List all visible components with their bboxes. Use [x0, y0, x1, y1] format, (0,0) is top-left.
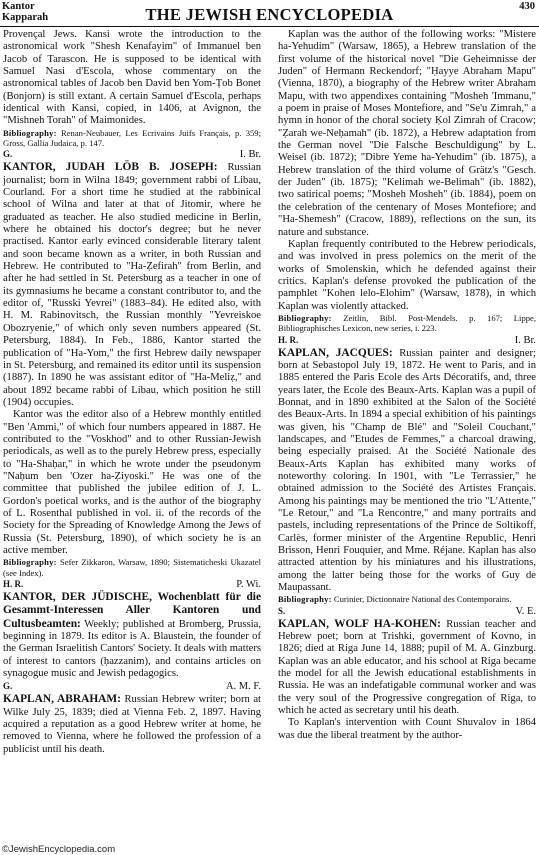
bibliography-label: Bibliography: — [3, 127, 57, 138]
page-number: 430 — [519, 1, 535, 12]
signature-initials: H. R. — [3, 578, 24, 589]
author-signature: A. M. F. — [225, 681, 261, 693]
bibliography — [278, 594, 536, 604]
bibliography-text: Curinier, Dictionnaire National des Contemporains. — [333, 594, 512, 605]
article-text: Russian journalist; born in Wilna 1849; government rabbi of Libau, Courland. For a short time he studied at the rabbinical school of Wilna and later at that of Jitomir, where he graduated as teacher. He also studied medicine in Berlin, where he obtained his doctor's degree; but he never practised. Kantor early evinced considerable literary talent and soon became known as a writer, in both Russian and Hebrew. He contributed to "Ha-Ẓefirah" from Berlin, and after he had settled in St. Petersburg as a teacher in one of its gymnasiums he became a constant contributor to, and the editor of, "Russki Yevrei" (1883–84). He edited also, with H. M. Rabinovitsch, the Russian monthly "Yevreiskoe Obozryenie," of which only seven numbers appeared (St. Petersburg, 1884). In Feb., 1886, Kantor started the publication of "Ha-Yom," the first Hebrew daily newspaper in St. Petersburg, and remained its editor until its suspension (1887). In 1890 he was assistant editor of "Ha-Meliẓ," and about 1892 became rabbi of Libau, which position he still (1904) occupies. — [3, 162, 261, 408]
bibliography-label: Bibliography: — [3, 557, 57, 568]
bibliography-text: Zeitlin, Bibl. Post-Mendels. p. 167; Lippe, Bibliographisches Lexicon, new series, i. 223. — [278, 312, 536, 334]
page-title: THE JEWISH ENCYCLOPEDIA — [145, 5, 394, 24]
signature-line — [278, 335, 536, 346]
author-signature: I. Br. — [239, 149, 261, 161]
header-last-word: Kapparah — [2, 12, 49, 23]
article-heading: KAPLAN, WOLF HA-KOHEN: — [278, 617, 441, 630]
article-text: Weekly; published at Bromberg, Prussia, beginning in 1879. Its editor is A. Blaustein, the founder of the German Israelitish Cantors' Society. It deals with matters of interest to cantors (ḥazzanim), and contains articles on synagogue music and Jewish pedagogics. — [3, 618, 261, 679]
article-heading: KANTOR, JUDAH LÖB B. JOSEPH: — [3, 161, 218, 174]
article-kantor-juedische — [3, 591, 261, 680]
paragraph: Kaplan was the author of the following works: "Mistere ha-Yehudim" (Warsaw, 1865), a Hebrew translation of the first volume of the historical novel "Die Geheimnisse der Juden" of Hermann Reckendorf; "Ḥayye Abraham Mapu" (Vienna, 1870), a biography of the Hebrew writer Abraham Mapu, with two appendixes containing "Mosheh 'Immanu," a poem in praise of Moses Montefiore, and "Se'u Zimrah," a hymn in honor of the choral society Ḳol Zimrah of Cracow; "Ẓarah we-Neḥamah" (ib. 1872), a Hebrew adaptation from the German novel "Die Falsche Beschuldigung" by L. Weisel (ib. 1872); "Dibre Yeme ha-Yehudim" (ib. 1875), a Hebrew translation of the third volume of Grätz's "Gesch. der Juden" (ib. 1875); "Kelimah we-Belimah" (ib. 1882), two satirical poems; "Mosheh Mosheh" (ib. 1884), poem on the celebration of the centenary of Moses Montefiore; and "Ha-Shemesh" (Cracow, 1889), reflections on the sun, its nature and substance. — [278, 29, 536, 238]
bibliography — [3, 128, 261, 149]
article-text: Russian teacher and Hebrew poet; born at Trishki, government of Kovno, in 1826; died at Riga June 14, 1888; pupil of M. A. Ginzburg. Kaplan was an able educator, and his school at Riga became the model for all the Jewish educational establishments in Russia. He was an indefatigable communal worker and was the very soul of the Progressive congregation of Riga, to which he acted as secretary until his death. — [278, 618, 536, 717]
signature-initials: G. — [3, 681, 13, 692]
right-column — [278, 29, 536, 742]
signature-line — [3, 149, 261, 160]
bibliography-text: Renan-Neubauer, Les Ecrivains Juifs Français, p. 359; Gross, Gallia Judaica, p. 147. — [3, 127, 261, 149]
copyright-footer: ©JewishEncyclopedia.com — [2, 844, 116, 855]
signature-initials: G. — [3, 149, 13, 160]
article-text: Russian Hebrew writer; born at Wilke July 25, 1839; died at Vienna Feb. 2, 1897. Having acquired a reputation as a good Hebrew writer at home, he removed to Vienna, where he followed the profession of a publicist until his death. — [3, 694, 261, 755]
bibliography-label: Bibliography: — [278, 594, 332, 605]
paragraph: To Kaplan's intervention with Count Shuvalov in 1864 was due the liberal treatment by the author- — [278, 717, 536, 741]
article-heading: KAPLAN, ABRAHAM: — [3, 693, 121, 706]
signature-initials: S. — [278, 605, 286, 616]
article-kantor-judah — [3, 161, 261, 409]
paragraph: Kantor was the editor also of a Hebrew monthly entitled "Ben 'Ammi," of which four numbers appeared in 1887. He contributed to the "Voskhod" and to other Russian-Jewish periodicals, as well as to the purely Hebrew press, especially to "Ha-Shaḥar," in which he wrote under the pseudonym "Naḥum ben 'Ozer ha-Ẓiyoski." He was one of the committee that published the jubilee edition of J. L. Gordon's poetical works, and is the author of the biography of L. Rosenthal published in vol. ii. of the records of the Society for the Spreading of Knowledge Among the Jews of Russia (St. Petersburg, 1890), of which society he is an active member. — [3, 409, 261, 556]
signature-line — [3, 579, 261, 590]
author-signature: V. E. — [515, 605, 536, 617]
left-column — [3, 29, 261, 756]
signature-initials: H. R. — [278, 334, 299, 345]
article-kaplan-wolf — [278, 618, 536, 718]
paragraph: Kaplan frequently contributed to the Hebrew periodicals, and was involved in press polemics on the merit of the works of Smolenskin, which he defended against their critics. Kaplan's defense provoked the publication of the pamphlet "Kohen lelo-Elohim" (Warsaw, 1878), in which Kaplan was violently attacked. — [278, 238, 536, 312]
bibliography — [278, 313, 536, 334]
bibliography-label: Bibliography: — [278, 312, 332, 323]
article-text: Russian painter and designer; born at Sebastopol July 19, 1872. He went to Paris, and in 1885 entered the Paris Ecole des Arts Décoratifs, and, three years later, the Ecole des Beaux-Arts. Kaplan was a pupil of Bonnat, and in 1890 exhibited at the Salon of the Société des Beaux-Arts. In 1894 a special exhibition of his paintings was given, his "Champ de Blé" and "Soleil Couchant," landscapes, and "Etudes de Femmes," a charcoal drawing, being especially praised. At the Société Nationale des Beaux-Arts Kaplan has exhibited many works of noteworthy coloring. In 1901, with "Le Terrassier," he obtained admission to the Société des Artistes Français. Among his paintings may be mentioned the trio "L'Attente," "Le Retour," and "La Rencontre," and many portraits and pastels, including representations of the Prince de Soltikoff, Carlès, former minister of the Argentine Republic, Henri Brisson, Henri Fouquier, and Mme. Réjane. Kaplan has also attracted attention by his miniatures and his illustrations, among the latter being those for the works of Guy de Maupassant. — [278, 347, 536, 594]
bibliography-text: Sefer Zikkaron, Warsaw, 1890; Sistematicheski Ukazatel (see Index). — [3, 557, 261, 578]
signature-line — [3, 681, 261, 692]
article-heading: KANTOR, DER JÜDISCHE, Wochenblatt für die Gesammt-Interessen Aller Kantoren und Cultusbeamten: — [3, 590, 261, 630]
signature-line — [278, 606, 536, 617]
author-signature: I. Br. — [514, 334, 536, 346]
header-rule — [0, 26, 539, 27]
author-signature: P. Wi. — [236, 578, 261, 590]
header-first-word: Kantor — [2, 1, 35, 12]
paragraph: Provençal Jews. Kansi wrote the introduction to the astronomical work "Shesh Kenafayim" of Immanuel ben Jacob of Tarascon. He is supposed to be identical with Samuel Nasi d'Escola, whose commentary on the astronomical tables of Jacob ben David ben Yom-Ṭob Bonet (Bonjorn) is still extant. A certain Samuel d'Escola, perhaps identical with Kansi, copied, in 1406, at Avignon, the "Mishneh Torah" of Maimonides. — [3, 29, 261, 127]
bibliography — [3, 557, 261, 578]
article-heading: KAPLAN, JACQUES: — [278, 346, 393, 359]
article-kaplan-jacques — [278, 347, 536, 595]
article-kaplan-abraham — [3, 693, 261, 756]
